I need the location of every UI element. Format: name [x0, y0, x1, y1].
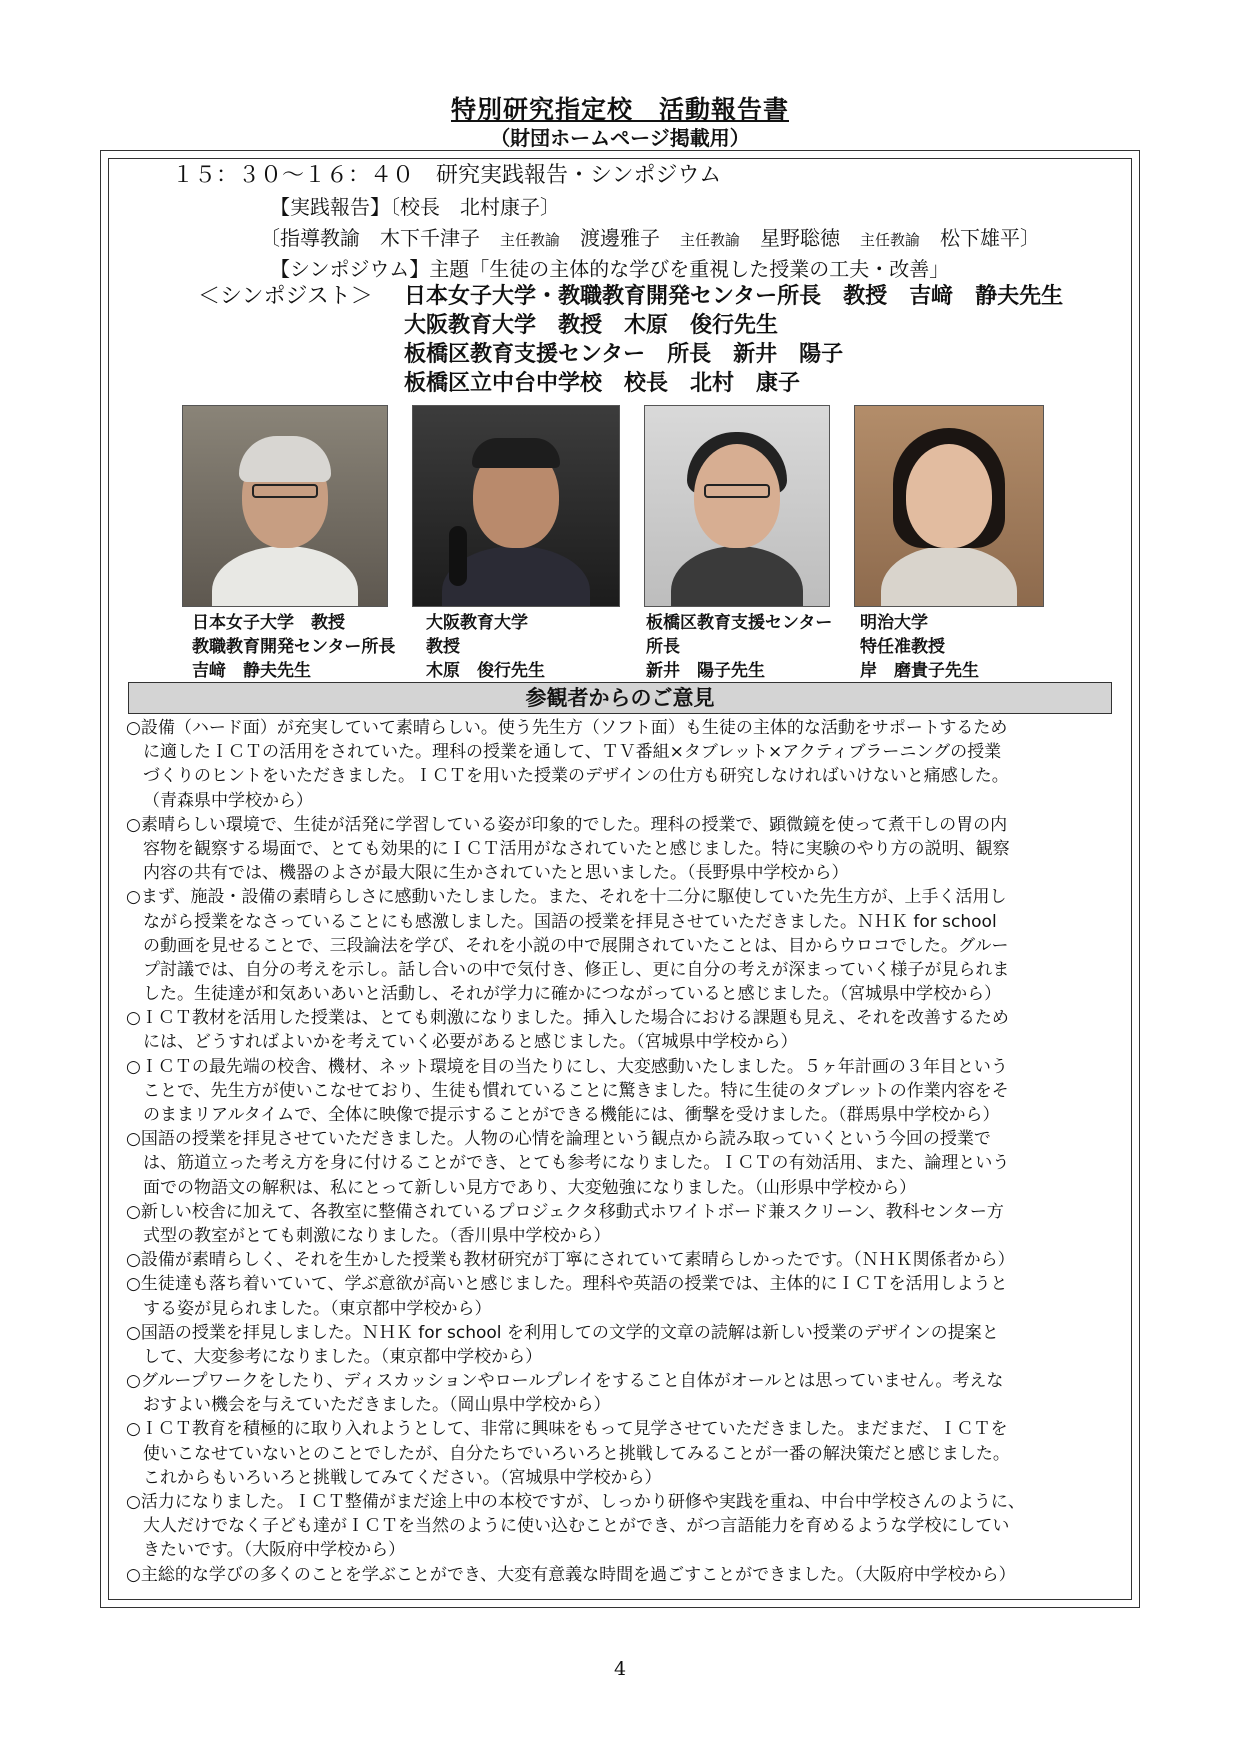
photo-caption [860, 611, 979, 683]
feedback-item [126, 1272, 1116, 1320]
feedback-line: 使いこなせていないとのことでしたが、自分たちでいろいろと挑戦してみることが一番の解決策だと感じました。 [143, 1443, 1010, 1464]
caption-line: 吉﨑 静夫先生 [192, 661, 311, 681]
caption-line: 教授 [426, 637, 460, 657]
portrait-photo [412, 405, 620, 607]
feedback-line: 式型の教室がとても刺激になりました。（香川県中学校から） [143, 1225, 611, 1246]
feedback-item [126, 1127, 1116, 1200]
portrait-hair [472, 438, 560, 468]
caption-line: 大阪教育大学 [426, 613, 528, 633]
glasses-icon [704, 484, 770, 498]
feedback-line: は、筋道立った考え方を身に付けることができ、とても参考になりました。ＩＣＴの有効活用、また、論理という [143, 1153, 1010, 1174]
feedback-line: ○主総的な学びの多くのことを学ぶことができ、大変有意義な時間を過ごすことができました。（大阪府中学校から） [126, 1564, 1016, 1585]
portrait-shoulders [881, 546, 1016, 607]
caption-line: 日本女子大学 教授 [192, 613, 345, 633]
feedback-line: ○素晴らしい環境で、生徒が活発に学習している姿が印象的でした。理科の授業で、顕微鏡を使って煮干しの胃の内 [126, 814, 1008, 835]
feedback-line: ○グループワークをしたり、ディスカッションやロールプレイをすること自体がオールとは思っていません。考えな [126, 1371, 1004, 1392]
portrait-shoulders [212, 546, 359, 607]
feedback-line: きたいです。（大阪府中学校から） [143, 1540, 406, 1561]
teachers-open: 〔指導教諭 木下千津子 [260, 226, 500, 250]
feedback-list [126, 716, 1116, 1587]
feedback-line: には、どうすればよいかを考えていく必要があると感じました。（宮城県中学校から） [143, 1032, 798, 1053]
feedback-line: おすよい機会を与えていただきました。（岡山県中学校から） [143, 1395, 611, 1416]
teacher-role: 主任教諭 [680, 231, 741, 249]
panelist-line: 板橋区教育支援センター 所長 新井 陽子 [404, 342, 844, 367]
caption-line: 木原 俊行先生 [426, 661, 545, 681]
practice-report-line: 【実践報告】〔校長 北村康子〕 [270, 195, 560, 219]
feedback-item [126, 1369, 1116, 1417]
feedback-item [126, 1006, 1116, 1054]
feedback-line: ○まず、施設・設備の素晴らしさに感動いたしました。また、それを十二分に駆使していた先生方が、上手く活用し [126, 887, 1007, 908]
portrait-head [906, 444, 992, 548]
feedback-heading: 参観者からのご意見 [128, 682, 1112, 714]
caption-line: 所長 [646, 637, 680, 657]
caption-line: 特任准教授 [860, 637, 945, 657]
feedback-line: ○設備（ハード面）が充実していて素晴らしい。使う先生方（ソフト面）も生徒の主体的な活動をサポートするため [126, 718, 1008, 738]
teacher-name: 渡邊雅子 [560, 226, 681, 250]
program-time-line: １５：３０〜１６：４０ 研究実践報告・シンポジウム [172, 163, 722, 188]
feedback-line: 面での物語文の解釈は、私にとって新しい見方であり、大変勉強になりました。（山形県中学校から） [143, 1177, 917, 1198]
panelist-line: 大阪教育大学 教授 木原 俊行先生 [404, 313, 779, 338]
feedback-line: ○新しい校舎に加えて、各教室に整備されているプロジェクタ移動式ホワイトボード兼スクリーン、教科センター方 [126, 1201, 1004, 1222]
feedback-item [126, 1055, 1116, 1128]
feedback-line: する姿が見られました。（東京都中学校から） [143, 1298, 492, 1319]
feedback-line: ○設備が素晴らしく、それを生かした授業も教材研究が丁寧にされていて素晴らしかったです。（ＮＨＫ関係者から） [126, 1250, 1015, 1271]
caption-line: 新井 陽子先生 [646, 661, 765, 681]
symposium-theme-line: 【シンポジウム】主題「生徒の主体的な学びを重視した授業の工夫・改善」 [270, 257, 950, 281]
feedback-line: ○国語の授業を拝見しました。ＮＨＫ for school を利用しての文学的文章の読解は新しい授業のデザインの提案と [126, 1322, 999, 1343]
portrait-hair [239, 436, 331, 482]
panelists-label: ＜シンポジスト＞ [198, 284, 373, 309]
feedback-line: 大人だけでなく子ども達がＩＣＴを当然のように使い込むことができ、がつ言語能力を育めるような学校にしてい [143, 1516, 1010, 1537]
feedback-item [126, 716, 1116, 813]
caption-line: 教職教育開発センター所長 [192, 637, 396, 657]
caption-line: 明治大学 [860, 613, 928, 633]
feedback-line: プ討議では、自分の考えを示し。話し合いの中で気付き、修正し、更に自分の考えが深まっていく様子が見られま [143, 959, 1010, 980]
document-subtitle: （財団ホームページ掲載用） [490, 126, 750, 150]
teacher-role: 主任教諭 [860, 231, 921, 249]
feedback-item [126, 1321, 1116, 1369]
feedback-line: ○ＩＣＴ教育を積極的に取り入れようとして、非常に興味をもって見学させていただきました。まだまだ、ＩＣＴを [126, 1419, 1008, 1440]
microphone-icon [449, 526, 467, 586]
teacher-name: 星野聡徳 [740, 226, 861, 250]
teacher-role: 主任教諭 [500, 231, 561, 249]
caption-line: 岸 磨貴子先生 [860, 661, 979, 681]
document-title: 特別研究指定校 活動報告書 [450, 95, 789, 124]
feedback-line: （青森県中学校から） [143, 790, 313, 811]
feedback-line: した。生徒達が和気あいあいと活動し、それが学力に確かにつながっていると感じました。（宮城県中学校から） [143, 984, 1002, 1005]
feedback-line: に適したＩＣＴの活用をされていた。理科の授業を通して、ＴＶ番組×タブレット×アクティブラーニングの授業 [143, 742, 1002, 763]
feedback-line: ながら授業をなさっていることにも感激しました。国語の授業を拝見させていただきました。ＮＨＫ for school [143, 911, 997, 932]
portrait-photo [182, 405, 388, 607]
feedback-line: して、大変参考になりました。（東京都中学校から） [143, 1346, 543, 1367]
feedback-line: これからもいろいろと挑戦してみてください。（宮城県中学校から） [143, 1467, 662, 1488]
feedback-item [126, 813, 1116, 886]
photo-caption [426, 611, 545, 683]
page-number: 4 [613, 1658, 627, 1680]
feedback-line: ○国語の授業を拝見させていただきました。人物の心情を論理という観点から読み取っていくという今回の授業で [126, 1129, 991, 1150]
feedback-item [126, 885, 1116, 1006]
feedback-line: づくりのヒントをいただきました。ＩＣＴを用いた授業のデザインの仕方も研究しなければいけないと痛感した。 [143, 766, 1009, 787]
feedback-line: の動画を見せることで、三段論法を学び、それを小説の中で展開されていたことは、目からウロコでした。グルー [143, 935, 1009, 956]
feedback-line: ○活力になりました。ＩＣＴ整備がまだ途上中の本校ですが、しっかり研修や実践を重ね、中台中学校さんのように、 [126, 1492, 1025, 1512]
photo-caption [646, 611, 832, 683]
feedback-line: ○ＩＣＴの最先端の校舎、機材、ネット環境を目の当たりにし、大変感動いたしました。５ヶ年計画の３年目という [126, 1056, 1008, 1077]
feedback-item [126, 1248, 1116, 1272]
portrait-photo [644, 405, 830, 607]
feedback-line: 内容の共有では、機器のよさが最大限に生かされていたと思いました。（長野県中学校から） [143, 863, 849, 884]
feedback-item [126, 1417, 1116, 1490]
panelist-line: 日本女子大学・教職教育開発センター所長 教授 吉﨑 静夫先生 [404, 284, 1064, 309]
caption-line: 板橋区教育支援センター [646, 613, 833, 633]
panelist-line: 板橋区立中台中学校 校長 北村 康子 [404, 371, 801, 396]
feedback-line: 容物を観察する場面で、とても効果的にＩＣＴ活用がなされていたと感じました。特に実験のやり方の説明、観察 [143, 838, 1010, 859]
feedback-line: ○生徒達も落ち着いていて、学ぶ意欲が高いと感じました。理科や英語の授業では、主体的にＩＣＴを活用しようと [126, 1274, 1008, 1295]
photo-caption [192, 611, 395, 683]
feedback-item [126, 1563, 1116, 1587]
feedback-line: ○ＩＣＴ教材を活用した授業は、とても刺激になりました。挿入した場合における課題も見え、それを改善するため [126, 1008, 1009, 1029]
portrait-photo [854, 405, 1044, 607]
glasses-icon [252, 484, 318, 498]
teachers-line [260, 224, 1040, 254]
feedback-line: のままリアルタイムで、全体に映像で提示することができる機能には、衝撃を受けました。（群馬県中学校から） [143, 1105, 1000, 1125]
feedback-line: ことで、先生方が使いこなせており、生徒も慣れていることに驚きました。特に生徒のタブレットの作業内容をそ [143, 1080, 1009, 1101]
feedback-item [126, 1200, 1116, 1248]
teacher-name: 松下雄平〕 [920, 226, 1041, 250]
portrait-shoulders [671, 546, 803, 607]
feedback-item [126, 1490, 1116, 1563]
